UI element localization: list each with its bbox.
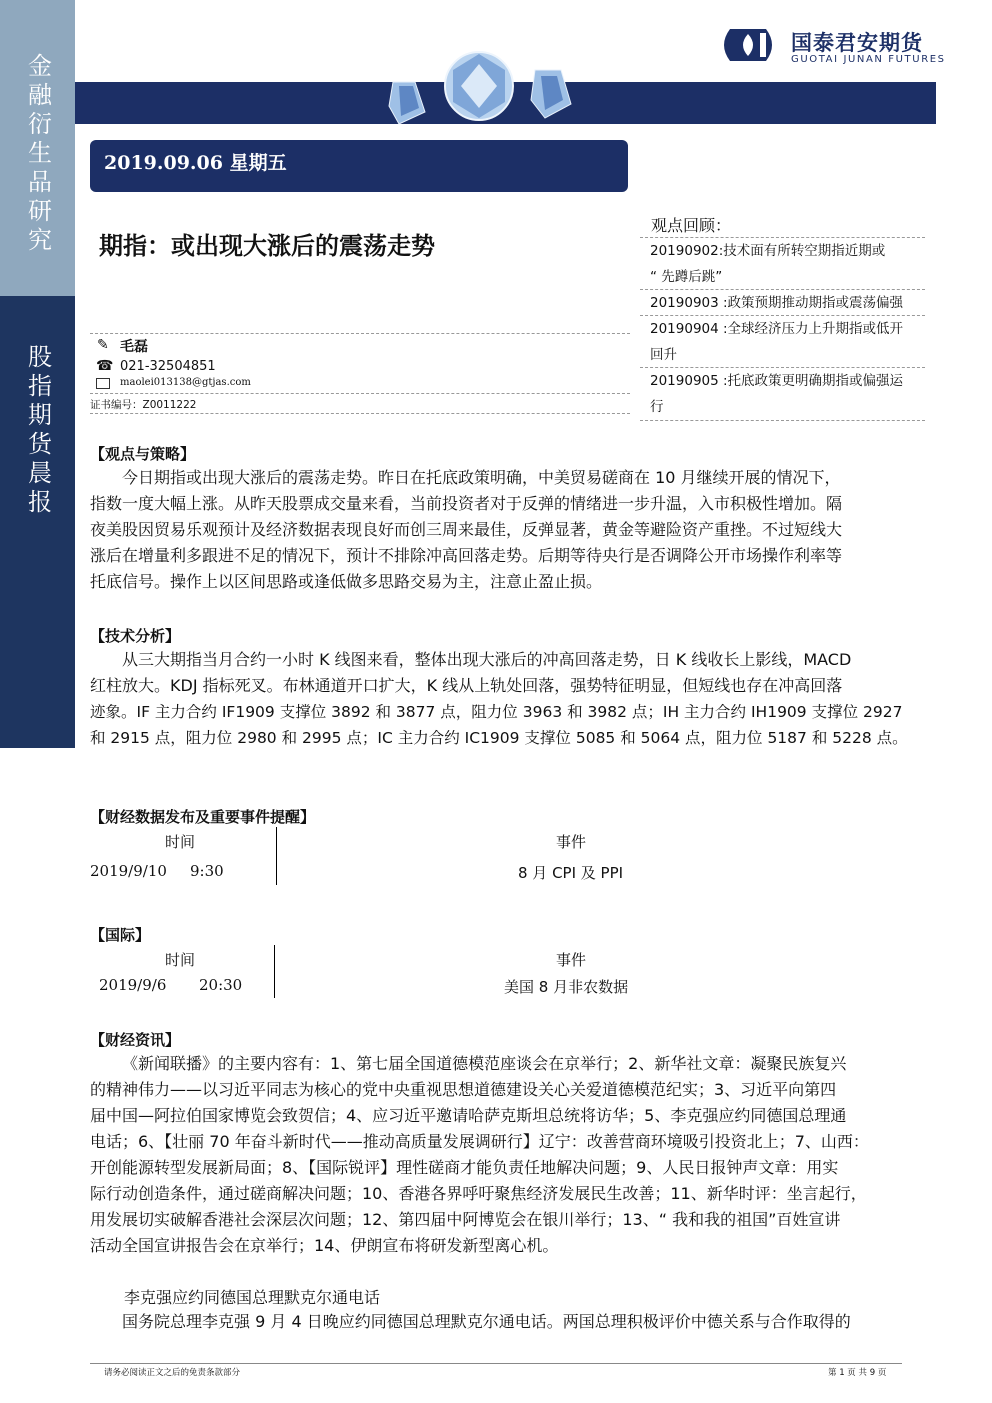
international-time: 20:30 bbox=[199, 976, 243, 994]
calendar-event: 8 月 CPI 及 PPI bbox=[518, 864, 624, 882]
news-sub-heading: 李克强应约同德国总理默克尔通电话 bbox=[124, 1288, 381, 1307]
page-title: 期指：或出现大涨后的震荡走势 bbox=[99, 232, 435, 260]
technical-line: 从三大期指当月合约一小时 K 线图来看，整体出现大涨后的冲高回落走势，日 K 线收长上影线，MACD bbox=[122, 650, 852, 669]
international-divider bbox=[274, 945, 275, 998]
logo-name-cn: 国泰君安期货 bbox=[791, 31, 923, 55]
strategy-heading: 【观点与策略】 bbox=[90, 445, 196, 463]
sidebar-category-text: 金融衍生品研究 bbox=[28, 52, 52, 254]
review-item: 20190903 :政策预期推动期指或震荡偏强 bbox=[650, 295, 904, 311]
international-event: 美国 8 月非农数据 bbox=[504, 978, 629, 996]
review-item: 回升 bbox=[650, 347, 677, 363]
calendar-col-time: 时间 bbox=[165, 833, 196, 851]
author-cert: 证书编号：Z0011222 bbox=[90, 399, 197, 411]
strategy-line: 今日期指或出现大涨后的震荡走势。昨日在托底政策明确，中美贸易磋商在 10 月继续开展的情况下， bbox=[122, 468, 841, 487]
author-divider bbox=[90, 413, 630, 414]
review-heading: 观点回顾： bbox=[651, 216, 732, 235]
technical-line: 迹象。IF 主力合约 IF1909 支撑位 3892 和 3877 点，阻力位 3963 和 3982 点；IH 主力合约 IH1909 支撑位 2927 bbox=[90, 703, 903, 721]
strategy-line: 托底信号。操作上以区间思路或逢低做多思路交易为主，注意止盈止损。 bbox=[90, 572, 603, 591]
review-divider bbox=[640, 420, 925, 421]
review-item: 20190902:技术面有所转空期指近期或 bbox=[650, 243, 886, 259]
news-line: 的精神伟力——以习近平同志为核心的党中央重视思想道德建设关心关爱道德模范纪实；3、习近平向第四 bbox=[90, 1080, 837, 1099]
international-col-time: 时间 bbox=[165, 951, 196, 969]
strategy-line: 夜美股因贸易乐观预计及经济数据表现良好而创三周来最佳，反弹显著，黄金等避险资产重挫。不过短线大 bbox=[90, 520, 843, 539]
author-name: 毛磊 bbox=[120, 339, 148, 355]
calendar-date: 2019/9/10 bbox=[90, 862, 167, 880]
review-item: 行 bbox=[650, 399, 664, 415]
company-logo-icon bbox=[716, 27, 780, 63]
news-heading: 【财经资讯】 bbox=[90, 1031, 181, 1049]
diamond-icon bbox=[385, 46, 585, 130]
international-heading: 【国际】 bbox=[90, 926, 151, 944]
news-line: 届中国—阿拉伯国家博览会致贺信；4、应习近平邀请哈萨克斯坦总统将访华；5、李克强应约同德国总理通 bbox=[90, 1106, 847, 1125]
review-item: “ 先蹲后跳” bbox=[650, 269, 723, 285]
calendar-divider bbox=[276, 827, 277, 885]
footer-page-number: 第 1 页 共 9 页 bbox=[828, 1368, 887, 1378]
news-line: 际行动创造条件，通过磋商解决问题；10、香港各界呼吁聚焦经济发展民生改善；11、新华时评：坐言起行， bbox=[90, 1184, 867, 1203]
review-item: 20190904 :全球经济压力上升期指或低开 bbox=[650, 321, 904, 337]
news-line: 用发展切实破解香港社会深层次问题；12、第四届中阿博览会在银川举行；13、“ 我和我的祖国”百姓宣讲 bbox=[90, 1210, 841, 1229]
author-divider bbox=[90, 333, 630, 334]
strategy-line: 涨后在增量利多跟进不足的情况下，预计不排除冲高回落走势。后期等待央行是否调降公开市场操作利率等 bbox=[90, 546, 843, 565]
news-line: 活动全国宣讲报告会在京举行；14、伊朗宣布将研发新型离心机。 bbox=[90, 1236, 559, 1255]
calendar-heading: 【财经数据发布及重要事件提醒】 bbox=[90, 808, 316, 826]
technical-line: 红柱放大。KDJ 指标死叉。布林通道开口扩大，K 线从上轨处回落，强势特征明显，但短线也存在冲高回落 bbox=[90, 676, 843, 695]
news-sub-line: 国务院总理李克强 9 月 4 日晚应约同德国总理默克尔通电话。两国总理积极评价中德关系与合作取得的 bbox=[122, 1312, 851, 1331]
strategy-line: 指数一度大幅上涨。从昨天股票成交量来看，当前投资者对于反弹的情绪进一步升温，入市积极性增加。隔 bbox=[90, 494, 843, 513]
phone-icon: ☎ bbox=[96, 358, 114, 374]
report-date: 2019.09.06 星期五 bbox=[104, 152, 287, 174]
international-col-event: 事件 bbox=[556, 951, 587, 969]
logo-name-en: GUOTAI JUNAN FUTURES bbox=[791, 54, 946, 65]
technical-line: 和 2915 点，阻力位 2980 和 2995 点；IC 主力合约 IC1909 支撑位 5085 和 5064 点，阻力位 5187 和 5228 点。 bbox=[90, 729, 908, 747]
review-item: 20190905 :托底政策更明确期指或偏强运 bbox=[650, 373, 904, 389]
technical-heading: 【技术分析】 bbox=[90, 627, 181, 645]
international-date: 2019/9/6 bbox=[99, 976, 167, 994]
footer-disclaimer: 请务必阅读正文之后的免责条款部分 bbox=[104, 1368, 241, 1378]
author-phone: 021-32504851 bbox=[120, 359, 216, 374]
sidebar-report-type-text: 股指期货晨报 bbox=[28, 343, 52, 516]
author-email[interactable]: maolei013138@gtjas.com bbox=[120, 377, 251, 388]
news-line: 电话；6、【壮丽 70 年奋斗新时代——推动高质量发展调研行】辽宁：改善营商环境吸引投资北上；7、山西： bbox=[90, 1132, 869, 1151]
news-line: 开创能源转型发展新局面；8、【国际锐评】理性磋商才能负责任地解决问题；9、人民日报钟声文章：用实 bbox=[90, 1158, 839, 1177]
pen-icon: ✎ bbox=[97, 337, 109, 353]
email-icon bbox=[96, 378, 110, 389]
footer-divider bbox=[90, 1363, 902, 1364]
news-line: 《新闻联播》的主要内容有：1、第七届全国道德模范座谈会在京举行；2、新华社文章：凝聚民族复兴 bbox=[122, 1054, 847, 1073]
author-divider bbox=[90, 393, 630, 394]
calendar-time: 9:30 bbox=[190, 862, 224, 880]
calendar-col-event: 事件 bbox=[556, 833, 587, 851]
